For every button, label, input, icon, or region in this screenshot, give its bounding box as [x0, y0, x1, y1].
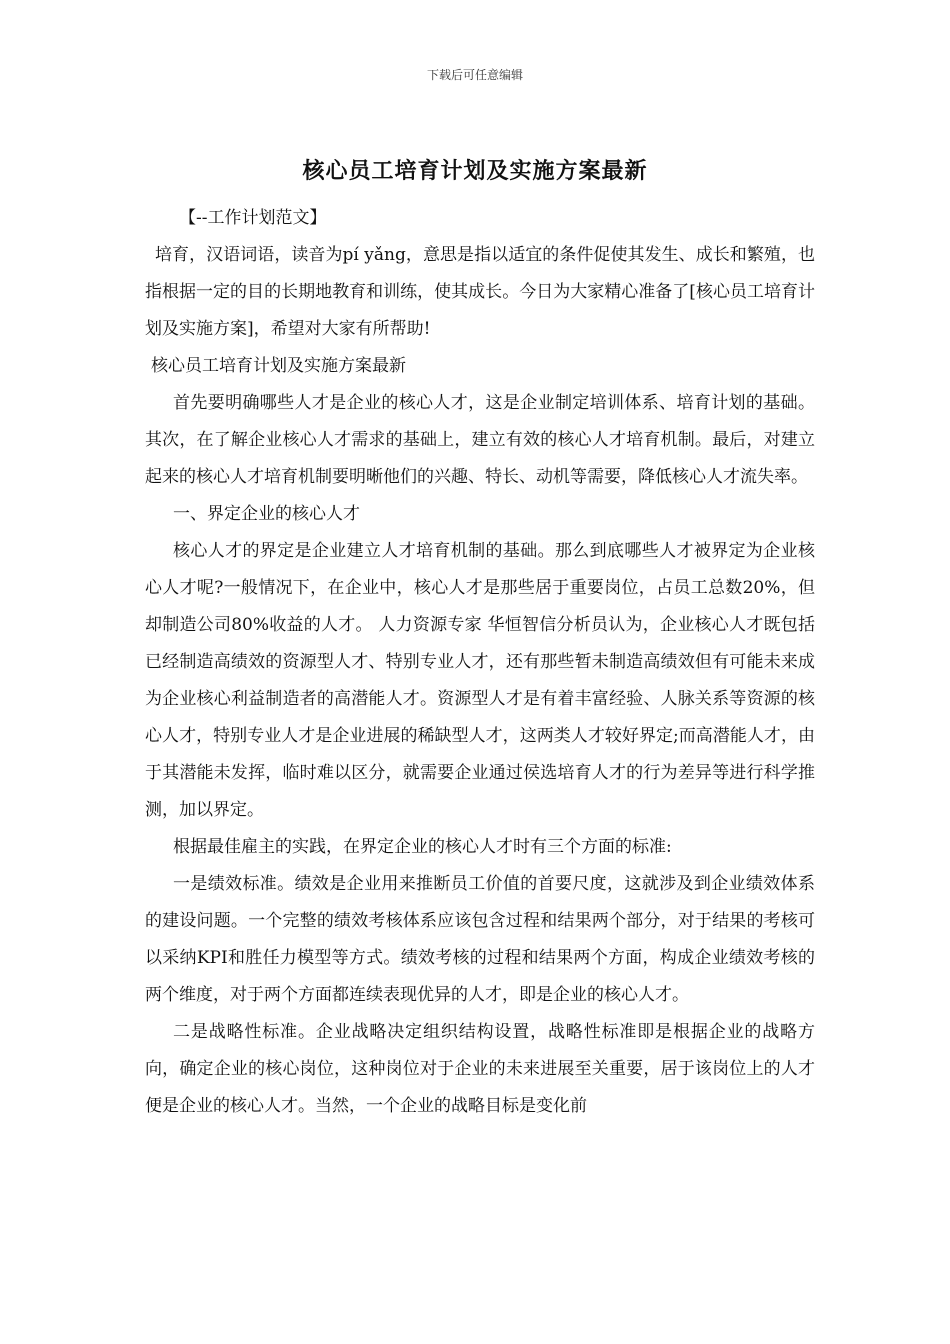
section-heading: 一、界定企业的核心人才 — [173, 504, 360, 524]
document-body — [145, 200, 815, 1125]
body-paragraph: 二是战略性标准。企业战略决定组织结构设置，战略性标准即是根据企业的战略方向，确定企业的核心岗位，这种岗位对于企业的未来进展至关重要，居于该岗位上的人才便是企业的核心人才。当然，一个企业的战略目标是变化前 — [145, 1022, 815, 1116]
body-paragraph: 一是绩效标准。绩效是企业用来推断员工价值的首要尺度，这就涉及到企业绩效体系的建设问题。一个完整的绩效考核体系应该包含过程和结果两个部分，对于结果的考核可以采纳KPI和胜任力模型等方式。绩效考核的过程和结果两个方面，构成企业绩效考核的两个维度，对于两个方面都连续表现优异的人才，即是企业的核心人才。 — [145, 874, 815, 1005]
subtitle-line: 核心员工培育计划及实施方案最新 — [151, 356, 406, 376]
category-tag: 【--工作计划范文】 — [179, 208, 327, 228]
body-paragraph: 首先要明确哪些人才是企业的核心人才，这是企业制定培训体系、培育计划的基础。 其次，在了解企业核心人才需求的基础上，建立有效的核心人才培育机制。最后，对建立起来的核心人才培育机制要明晰他们的兴趣、特长、动机等需要，降低核心人才流失率。 — [145, 393, 815, 487]
body-paragraph: 根据最佳雇主的实践，在界定企业的核心人才时有三个方面的标准: — [173, 837, 672, 857]
body-paragraph: 核心人才的界定是企业建立人才培育机制的基础。那么到底哪些人才被界定为企业核心人才呢?一般情况下，在企业中，核心人才是那些居于重要岗位，占员工总数20%，但却制造公司80%收益的人才。 人力资源专家 华恒智信分析员认为，企业核心人才既包括已经制造高绩效的资源型人才、特别专业人才，还有那些暂未制造高绩效但有可能未来成为企业核心利益制造者的高潜能人才。资源型人才是有着丰富经验、人脉关系等资源的核心人才，特别专业人才是企业进展的稀缺型人才，这两类人才较好界定;而高潜能人才，由于其潜能未发挥，临时难以区分，就需要企业通过侯选培育人才的行为差异等进行科学推测，加以界定。 — [145, 541, 815, 820]
header-note: 下载后可任意编辑 — [426, 68, 523, 82]
document-title: 核心员工培育计划及实施方案最新 — [302, 159, 648, 184]
intro-paragraph: 培育，汉语词语，读音为pí yǎng，意思是指以适宜的条件促使其发生、成长和繁殖，也指根据一定的目的长期地教育和训练，使其成长。今日为大家精心准备了[核心员工培育计划及实施方案]，希望对大家有所帮助! — [145, 245, 815, 339]
